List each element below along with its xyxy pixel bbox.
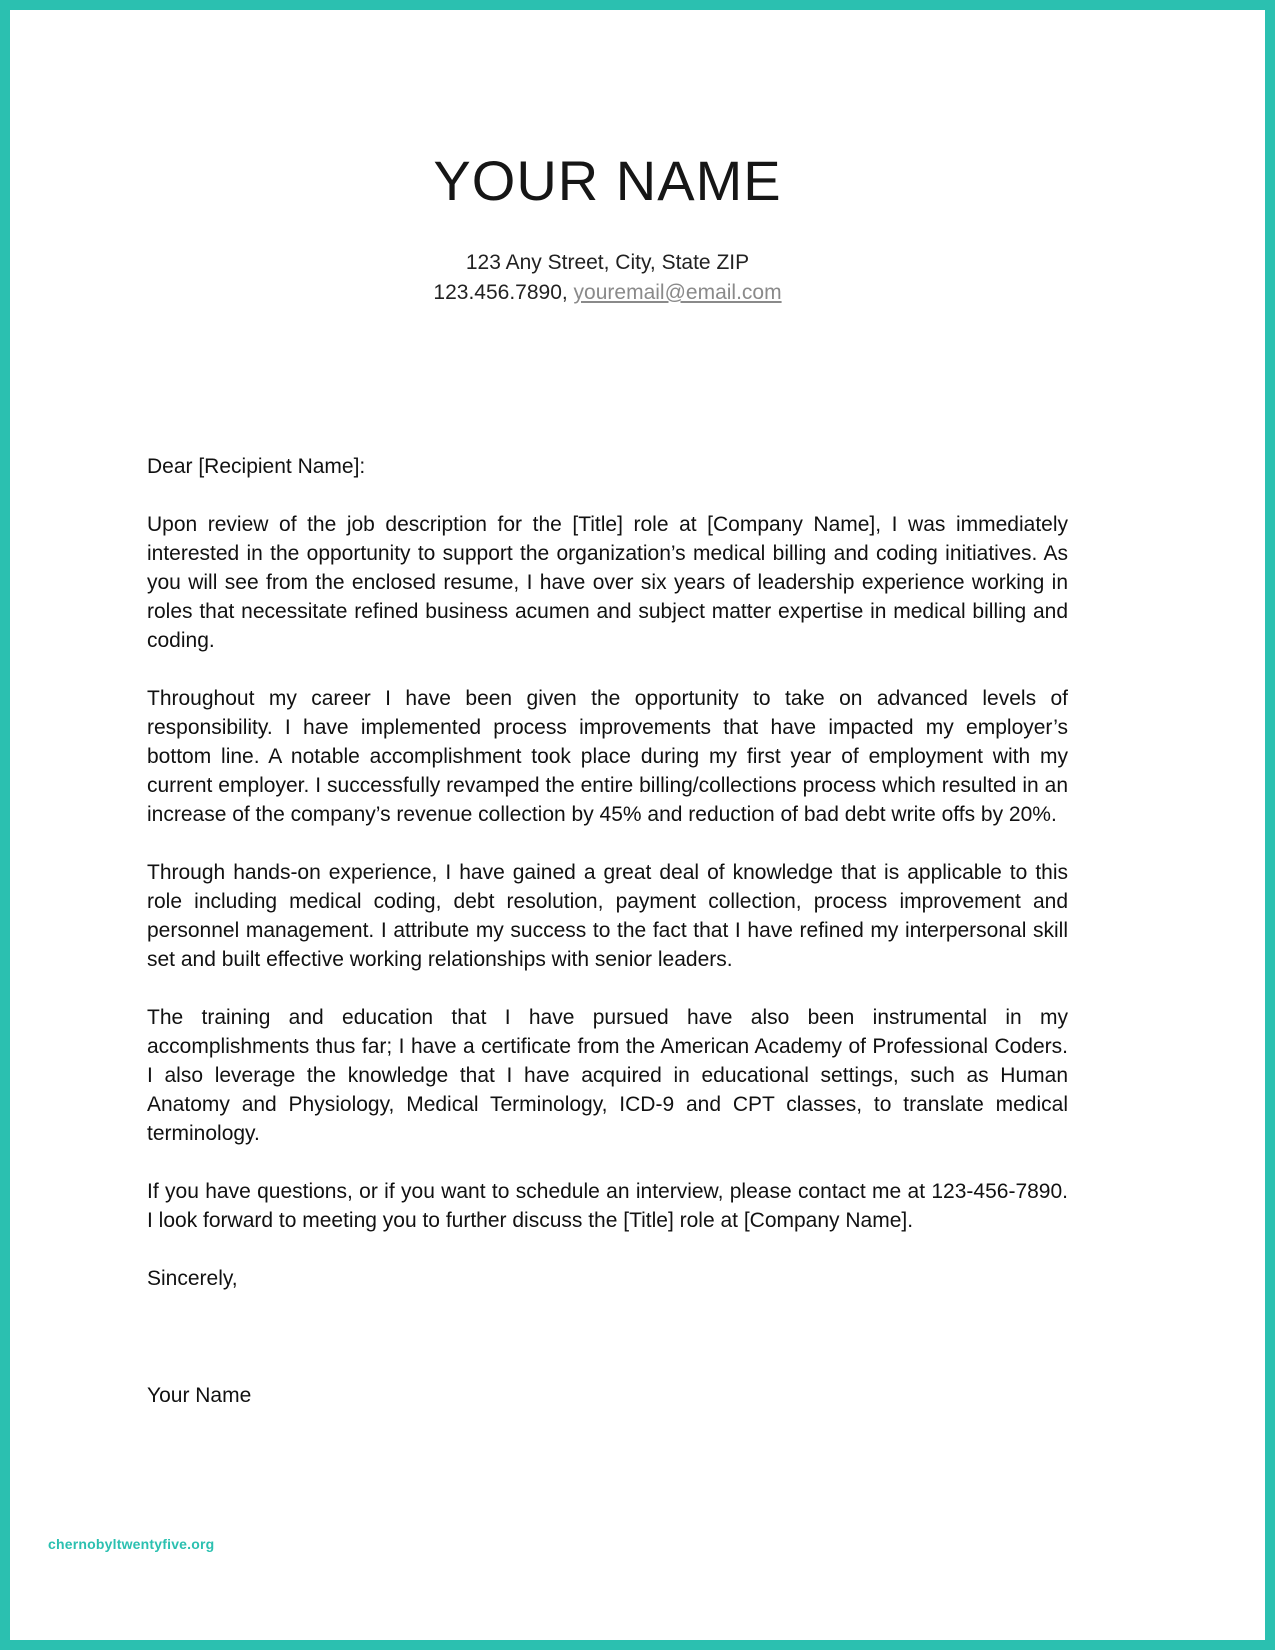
phone-number: 123.456.7890,: [433, 280, 574, 304]
phone-email-line: [147, 279, 1068, 307]
email-link[interactable]: youremail@email.com: [573, 280, 782, 304]
paragraph-2: Throughout my career I have been given the opportunity to take on advanced levels of responsibility. I have implemented process improvements that have impacted my employer’s bottom line. A notable accomplishment took place during my first year of employment with my current employer. I successfully revamped the entire billing/collections process which resulted in an increase of the company’s revenue collection by 45% and reduction of bad debt write offs by 20%.: [147, 687, 1068, 827]
paragraph-5: If you have questions, or if you want to schedule an interview, please contact me at 123-456-7890. I look forward to meeting you to further discuss the [Title] role at [Company Name].: [147, 1179, 1068, 1232]
paragraph-3: Through hands-on experience, I have gained a great deal of knowledge that is applicable to this role including medical coding, debt resolution, payment collection, process improvement and personnel management. I attribute my success to the fact that I have refined my interpersonal skill set and built effective working relationships with senior leaders.: [147, 861, 1068, 971]
paragraph-4: The training and education that I have pursued have also been instrumental in my accomplishments thus far; I have a certificate from the American Academy of Professional Coders. I also leverage the knowledge that I have acquired in educational settings, such as Human Anatomy and Physiology, Medical Terminology, ICD-9 and CPT classes, to translate medical terminology.: [147, 1005, 1068, 1145]
closing: Sincerely,: [147, 1266, 238, 1290]
signature-name: Your Name: [147, 1383, 252, 1407]
page-title: YOUR NAME: [433, 149, 782, 212]
letter-body: [147, 453, 1068, 1410]
paragraph-1: Upon review of the job description for the [Title] role at [Company Name], I was immediately interested in the opportunity to support the organization’s medical billing and coding initiatives. As you will see from the enclosed resume, I have over six years of leadership experience working in roles that necessitate refined business acumen and subject matter expertise in medical billing and coding.: [147, 513, 1068, 653]
letter-column: [10, 10, 1265, 1411]
address-line: 123 Any Street, City, State ZIP: [465, 251, 750, 274]
contact-block: [147, 249, 1068, 306]
salutation: Dear [Recipient Name]:: [147, 455, 366, 479]
site-watermark: chernobyltwentyfive.org: [48, 1536, 215, 1552]
